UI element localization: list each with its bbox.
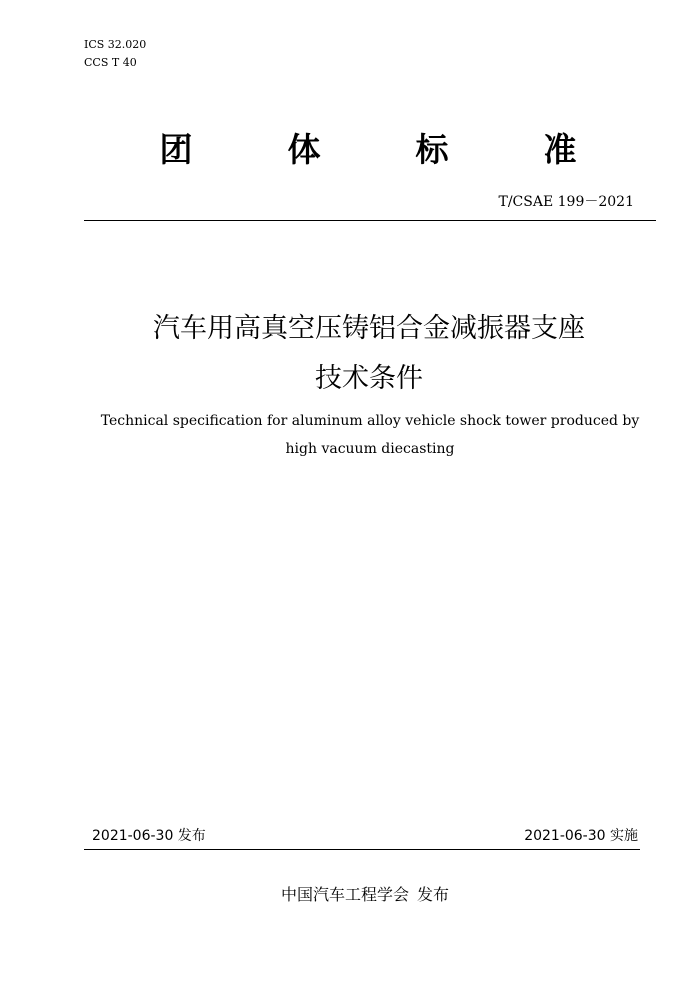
- bottom-divider: [84, 849, 640, 850]
- ccs-code: CCS T 40: [84, 56, 137, 69]
- standard-type-char: 团: [159, 130, 193, 169]
- top-divider: [84, 220, 656, 221]
- publisher-action: 发布: [417, 885, 450, 904]
- implement-date: 2021-06-30 实施: [524, 828, 638, 844]
- title-chinese-line-2: 技术条件: [315, 363, 423, 394]
- ics-code: ICS 32.020: [84, 38, 147, 51]
- standard-type-char: 标: [415, 130, 449, 169]
- standard-type-heading: [0, 128, 700, 176]
- standard-number: T/CSAE 199－2021: [498, 194, 634, 210]
- publish-date: 2021-06-30 发布: [92, 828, 206, 844]
- publisher-name: 中国汽车工程学会: [280, 885, 409, 904]
- classification-codes: [84, 36, 146, 72]
- title-english: Technical specification for aluminum alloy vehicle shock tower produced by high vacuum diecasting: [100, 413, 640, 457]
- standard-type-char: 准: [543, 130, 577, 169]
- publisher-line: [0, 882, 700, 905]
- standard-type-char: 体: [287, 130, 321, 169]
- title-chinese-line-1: 汽车用高真空压铸铝合金减振器支座: [153, 313, 585, 344]
